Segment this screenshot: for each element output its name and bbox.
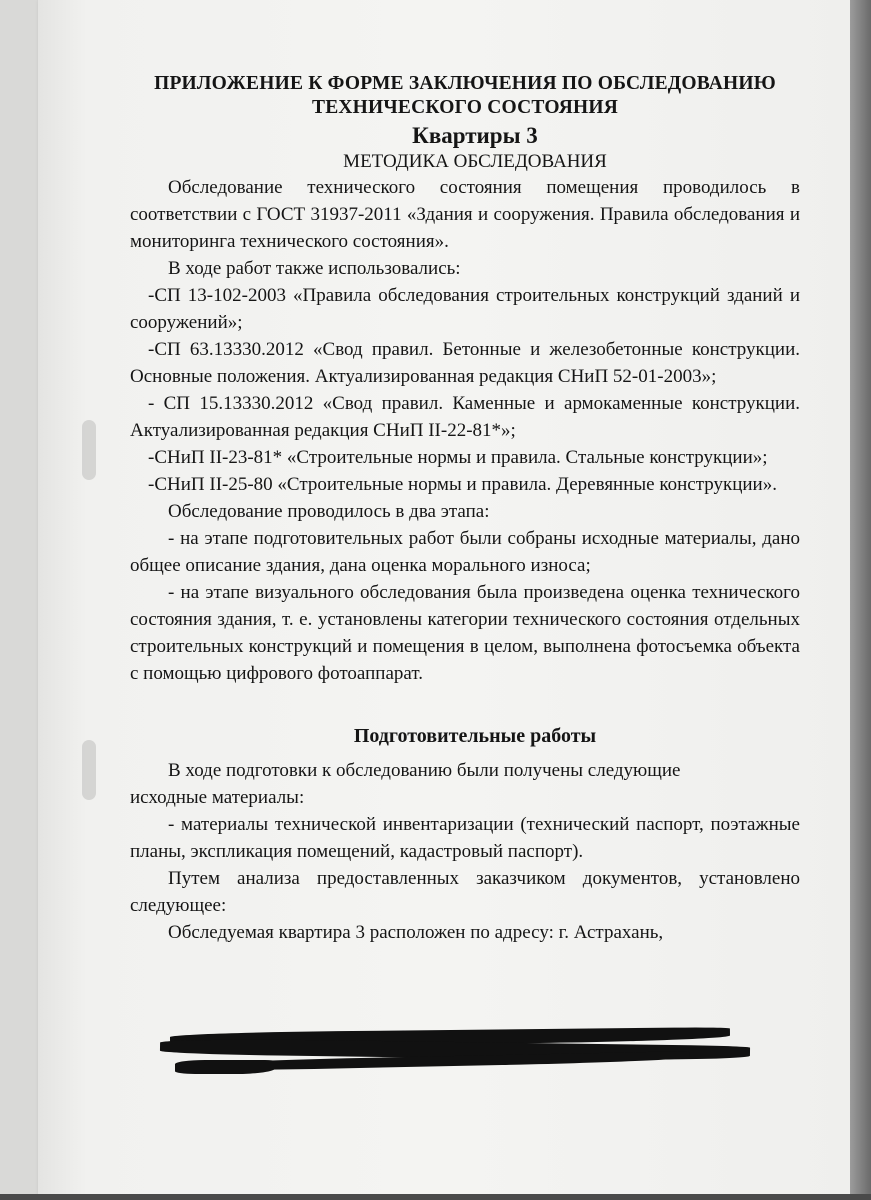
list-item: - СП 15.13330.2012 «Свод правил. Каменные и армокаменные конструкции. Актуализированная редакция СНиП II-22-81*»; (130, 393, 800, 441)
paragraph: Обследование проводилось в два этапа: (168, 501, 490, 522)
list-item: -СНиП II-23-81* «Строительные нормы и правила. Стальные конструкции»; (148, 447, 768, 468)
redaction-mark (175, 1060, 275, 1074)
section-heading: Подготовительные работы (353, 725, 597, 747)
paragraph: В ходе работ также использовались: (168, 258, 461, 279)
document-title-line1: ПРИЛОЖЕНИЕ К ФОРМЕ ЗАКЛЮЧЕНИЯ ПО ОБСЛЕДОВАНИЮ (154, 73, 776, 94)
binding-mark (82, 420, 96, 480)
list-item: -СП 63.13330.2012 «Свод правил. Бетонные и железобетонные конструкции. Основные положения. Актуализированная редакция СНиП 52-01-2003»; (130, 339, 800, 387)
binding-mark (82, 740, 96, 800)
list-item: - материалы технической инвентаризации (технический паспорт, поэтажные планы, экспликация помещений, кадастровый паспорт). (130, 814, 800, 862)
page-edge (850, 0, 871, 1200)
list-item: - на этапе визуального обследования была произведена оценка технического состояния здания, т. е. установлены категории технического состояния отдельных строительных конструкций и помещения в целом, выполнена фотосъемка объекта с помощью цифрового фотоаппарат. (130, 582, 800, 684)
paragraph: исходные материалы: (130, 787, 305, 808)
paragraph: В ходе подготовки к обследованию были получены следующие (168, 760, 681, 781)
method-heading: МЕТОДИКА ОБСЛЕДОВАНИЯ (343, 151, 607, 172)
document-title-line2: ТЕХНИЧЕСКОГО СОСТОЯНИЯ (311, 97, 619, 118)
paragraph: Путем анализа предоставленных заказчиком документов, установлено следующее: (130, 868, 800, 916)
apartment-title: Квартиры 3 (412, 123, 538, 148)
list-item: -СНиП II-25-80 «Строительные нормы и правила. Деревянные конструкции». (148, 474, 777, 495)
list-item: -СП 13-102-2003 «Правила обследования строительных конструкций зданий и сооружений»; (130, 285, 800, 333)
paragraph: Обследование технического состояния помещения проводилось в соответствии с ГОСТ 31937-2011 «Здания и сооружения. Правила обследования и мониторинга технического состояния». (130, 177, 800, 252)
page-edge (0, 1194, 871, 1200)
list-item: - на этапе подготовительных работ были собраны исходные материалы, дано общее описание здания, дана оценка морального износа; (130, 528, 800, 576)
paragraph: Обследуемая квартира 3 расположен по адресу: г. Астрахань, (168, 922, 664, 943)
document-body (130, 72, 800, 946)
